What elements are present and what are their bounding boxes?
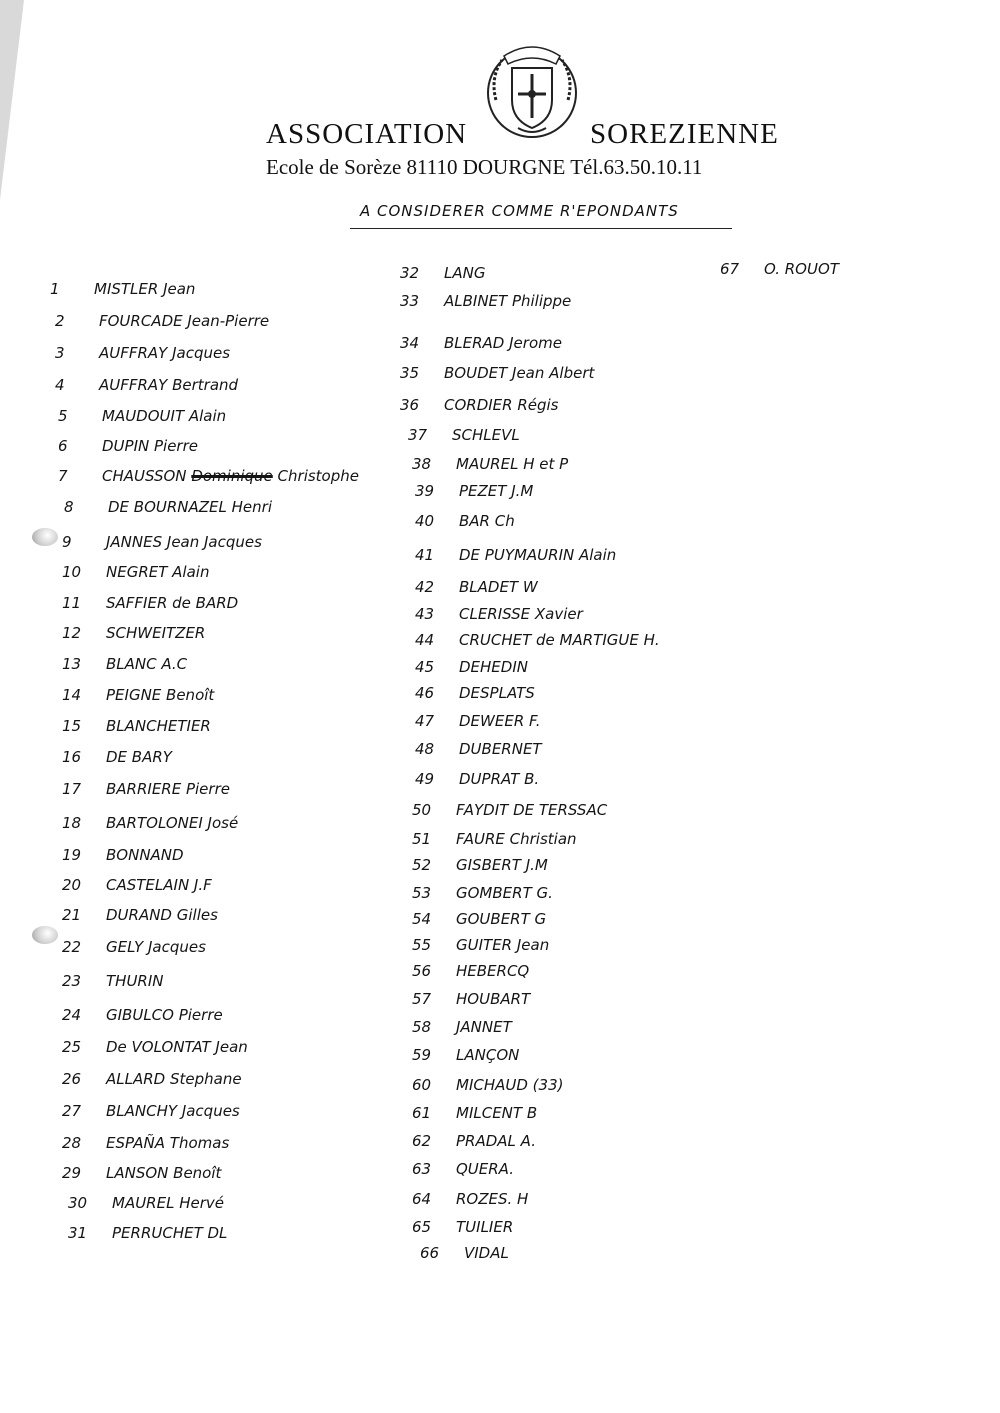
list-item: 20 CASTELAIN J.F xyxy=(62,876,212,894)
list-item: 6 DUPIN Pierre xyxy=(58,437,198,455)
list-item: 14 PEIGNE Benoît xyxy=(62,686,215,704)
list-item: 8 DE BOURNAZEL Henri xyxy=(64,498,273,516)
list-item: 46 DESPLATS xyxy=(415,684,535,702)
list-item: 1 MISTLER Jean xyxy=(50,280,196,298)
list-item: 25 De VOLONTAT Jean xyxy=(62,1038,248,1056)
list-item: 23 THURIN xyxy=(62,972,164,990)
list-item: 50 FAYDIT DE TERSSAC xyxy=(412,801,608,819)
list-item: 57 HOUBART xyxy=(412,990,531,1008)
list-item: 37 SCHLEVL xyxy=(408,426,520,444)
list-item: 12 SCHWEITZER xyxy=(62,624,206,642)
list-item: 33 ALBINET Philippe xyxy=(400,292,572,310)
list-item: 11 SAFFIER de BARD xyxy=(62,594,239,612)
crest-emblem xyxy=(482,38,582,140)
list-item: 27 BLANCHY Jacques xyxy=(62,1102,240,1120)
list-item: 61 MILCENT B xyxy=(412,1104,538,1122)
list-item: 41 DE PUYMAURIN Alain xyxy=(415,546,617,564)
list-item: 65 TUILIER xyxy=(412,1218,514,1236)
association-name-right: SOREZIENNE xyxy=(590,118,779,150)
list-item: 29 LANSON Benoît xyxy=(62,1164,222,1182)
list-item: 15 BLANCHETIER xyxy=(62,717,211,735)
list-item: 55 GUITER Jean xyxy=(412,936,550,954)
list-item: 43 CLERISSE Xavier xyxy=(415,605,583,623)
list-item: 56 HEBERCQ xyxy=(412,962,530,980)
list-item: 67 O. ROUOT xyxy=(720,260,839,278)
list-item: 59 LANÇON xyxy=(412,1046,520,1064)
list-item: 49 DUPRAT B. xyxy=(415,770,540,788)
list-item: 64 ROZES. H xyxy=(412,1190,529,1208)
list-item: 60 MICHAUD (33) xyxy=(412,1076,564,1094)
punch-hole xyxy=(32,528,58,546)
list-item: 21 DURAND Gilles xyxy=(62,906,218,924)
association-name-left: ASSOCIATION xyxy=(266,118,468,150)
list-item: 32 LANG xyxy=(400,264,486,282)
list-item: 7 CHAUSSON Dominique Christophe xyxy=(58,467,359,485)
list-item: 58 JANNET xyxy=(412,1018,512,1036)
list-item: 4 AUFFRAY Bertrand xyxy=(55,376,239,394)
list-item: 2 FOURCADE Jean-Pierre xyxy=(55,312,270,330)
list-item: 9 JANNES Jean Jacques xyxy=(62,533,262,551)
list-item: 35 BOUDET Jean Albert xyxy=(400,364,595,382)
list-title: A CONSIDERER COMME R'EPONDANTS xyxy=(360,202,679,220)
list-item: 66 VIDAL xyxy=(420,1244,509,1262)
association-address: Ecole de Sorèze 81110 DOURGNE Tél.63.50.10.11 xyxy=(266,155,703,179)
list-item: 63 QUERA. xyxy=(412,1160,514,1178)
list-item: 28 ESPAÑA Thomas xyxy=(62,1134,230,1152)
list-item: 26 ALLARD Stephane xyxy=(62,1070,242,1088)
list-item: 30 MAUREL Hervé xyxy=(68,1194,224,1212)
list-item: 52 GISBERT J.M xyxy=(412,856,548,874)
list-item: 34 BLERAD Jerome xyxy=(400,334,562,352)
list-item: 22 GELY Jacques xyxy=(62,938,206,956)
list-item: 17 BARRIERE Pierre xyxy=(62,780,230,798)
list-item: 51 FAURE Christian xyxy=(412,830,577,848)
list-item: 3 AUFFRAY Jacques xyxy=(55,344,231,362)
list-item: 48 DUBERNET xyxy=(415,740,542,758)
list-item: 38 MAUREL H et P xyxy=(412,455,569,473)
list-item: 53 GOMBERT G. xyxy=(412,884,553,902)
list-item: 54 GOUBERT G xyxy=(412,910,547,928)
list-item: 24 GIBULCO Pierre xyxy=(62,1006,223,1024)
list-item: 62 PRADAL A. xyxy=(412,1132,536,1150)
list-item: 39 PEZET J.M xyxy=(415,482,534,500)
list-item: 31 PERRUCHET DL xyxy=(68,1224,228,1242)
list-item: 18 BARTOLONEI José xyxy=(62,814,239,832)
punch-hole xyxy=(32,926,58,944)
list-item: 16 DE BARY xyxy=(62,748,172,766)
list-item: 45 DEHEDIN xyxy=(415,658,528,676)
list-item: 44 CRUCHET de MARTIGUE H. xyxy=(415,631,660,649)
list-item: 47 DEWEER F. xyxy=(415,712,541,730)
list-item: 19 BONNAND xyxy=(62,846,184,864)
list-item: 10 NEGRET Alain xyxy=(62,563,210,581)
list-item: 42 BLADET W xyxy=(415,578,538,596)
folded-corner-shadow xyxy=(0,0,24,200)
list-item: 36 CORDIER Régis xyxy=(400,396,559,414)
list-item: 40 BAR Ch xyxy=(415,512,515,530)
list-item: 5 MAUDOUIT Alain xyxy=(58,407,227,425)
list-item: 13 BLANC A.C xyxy=(62,655,188,673)
title-underline xyxy=(350,228,732,229)
